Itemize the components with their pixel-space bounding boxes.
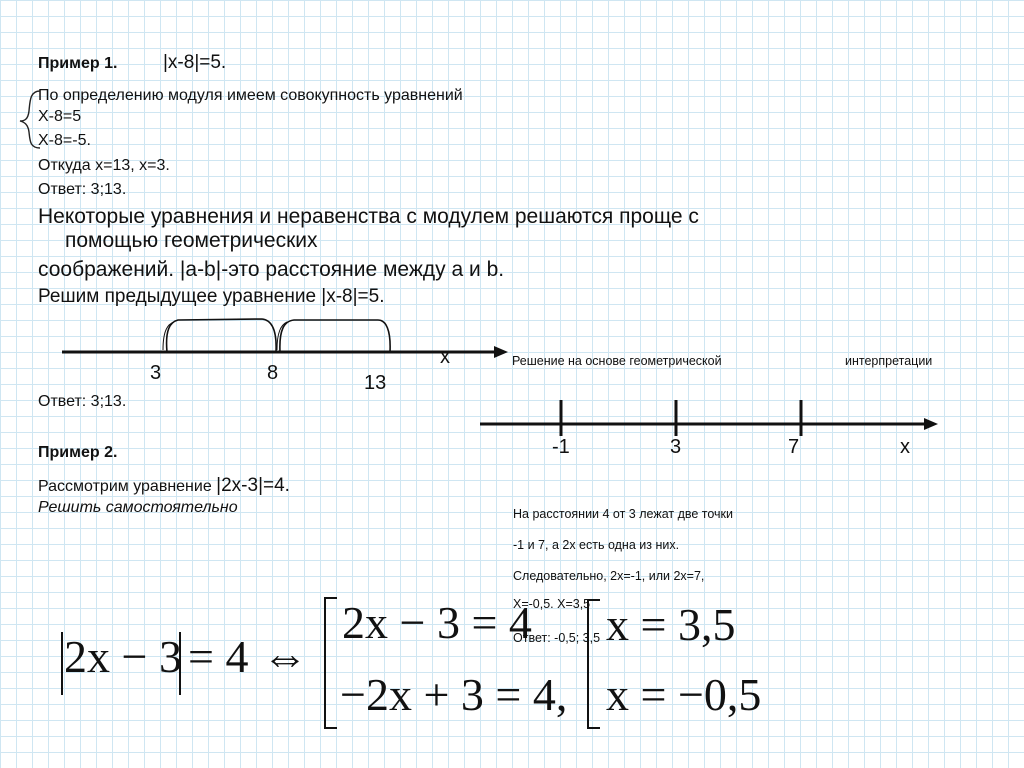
system-bracket-right [588, 600, 600, 728]
example2-heading: Пример 2. [38, 444, 118, 461]
geometry-line1: Некоторые уравнения и неравенства с модулем решаются проще с [38, 205, 699, 228]
nl1-label-13: 13 [364, 372, 387, 394]
right-text-3: Следовательно, 2x=-1, или 2x=7, [513, 569, 705, 583]
nl1-axis-label: x [440, 346, 450, 368]
example1-line2: X-8=5 [38, 108, 82, 125]
example2-line1-eq: |2x-3|=4. [216, 475, 290, 496]
example1-line3: X-8=-5. [38, 132, 91, 149]
right-text-1: На расстоянии 4 от 3 лежат две точки [513, 507, 734, 521]
geometry-line3: соображений. |a-b|-это расстояние между a и b. [38, 258, 505, 281]
example1-line4: Откуда x=13, x=3. [38, 157, 170, 174]
nl2-label-m1: -1 [552, 436, 570, 458]
nl2-label-7: 7 [788, 436, 800, 458]
example2-line2: Решить самостоятельно [38, 499, 238, 516]
equiv-icon: ⇔ [262, 631, 308, 682]
right-text-5: Ответ: -0,5; 3,5 [513, 631, 601, 645]
system-bracket-left [325, 598, 337, 728]
nl1-label-8: 8 [267, 362, 279, 384]
formula-lhs-rhs: = 4 [188, 631, 249, 682]
right-text-2: -1 и 7, а 2x есть одна из них. [513, 538, 680, 552]
nl2-label-3: 3 [670, 436, 682, 458]
example1-equation: |x-8|=5. [163, 52, 227, 73]
example2-line1-prefix: Рассмотрим уравнение [38, 478, 217, 495]
formula-lhs-inner: 2x − 3 [64, 631, 182, 682]
nl1-label-3: 3 [150, 362, 162, 384]
geometry-line4: Решим предыдущее уравнение |x-8|=5. [38, 286, 385, 307]
example1-line1: По определению модуля имеем совокупность уравнений [38, 87, 463, 104]
formula-res1: x = 3,5 [606, 599, 736, 650]
example1-answer: Ответ: 3;13. [38, 181, 127, 198]
nl2-axis-label: x [900, 436, 910, 458]
formula-res2: x = −0,5 [606, 669, 762, 720]
geometry-line2: помощью геометрических [65, 229, 318, 252]
right-text-4: X=-0,5. X=3,5 [513, 597, 591, 611]
formula-sys2: −2x + 3 = 4, [340, 669, 568, 720]
formula-sys1: 2x − 3 = 4 [342, 597, 532, 648]
caption-a: Решение на основе геометрической [512, 354, 722, 368]
caption-b: интерпретации [845, 354, 933, 368]
example1-heading: Пример 1. [38, 55, 118, 72]
answer-2: Ответ: 3;13. [38, 393, 127, 410]
